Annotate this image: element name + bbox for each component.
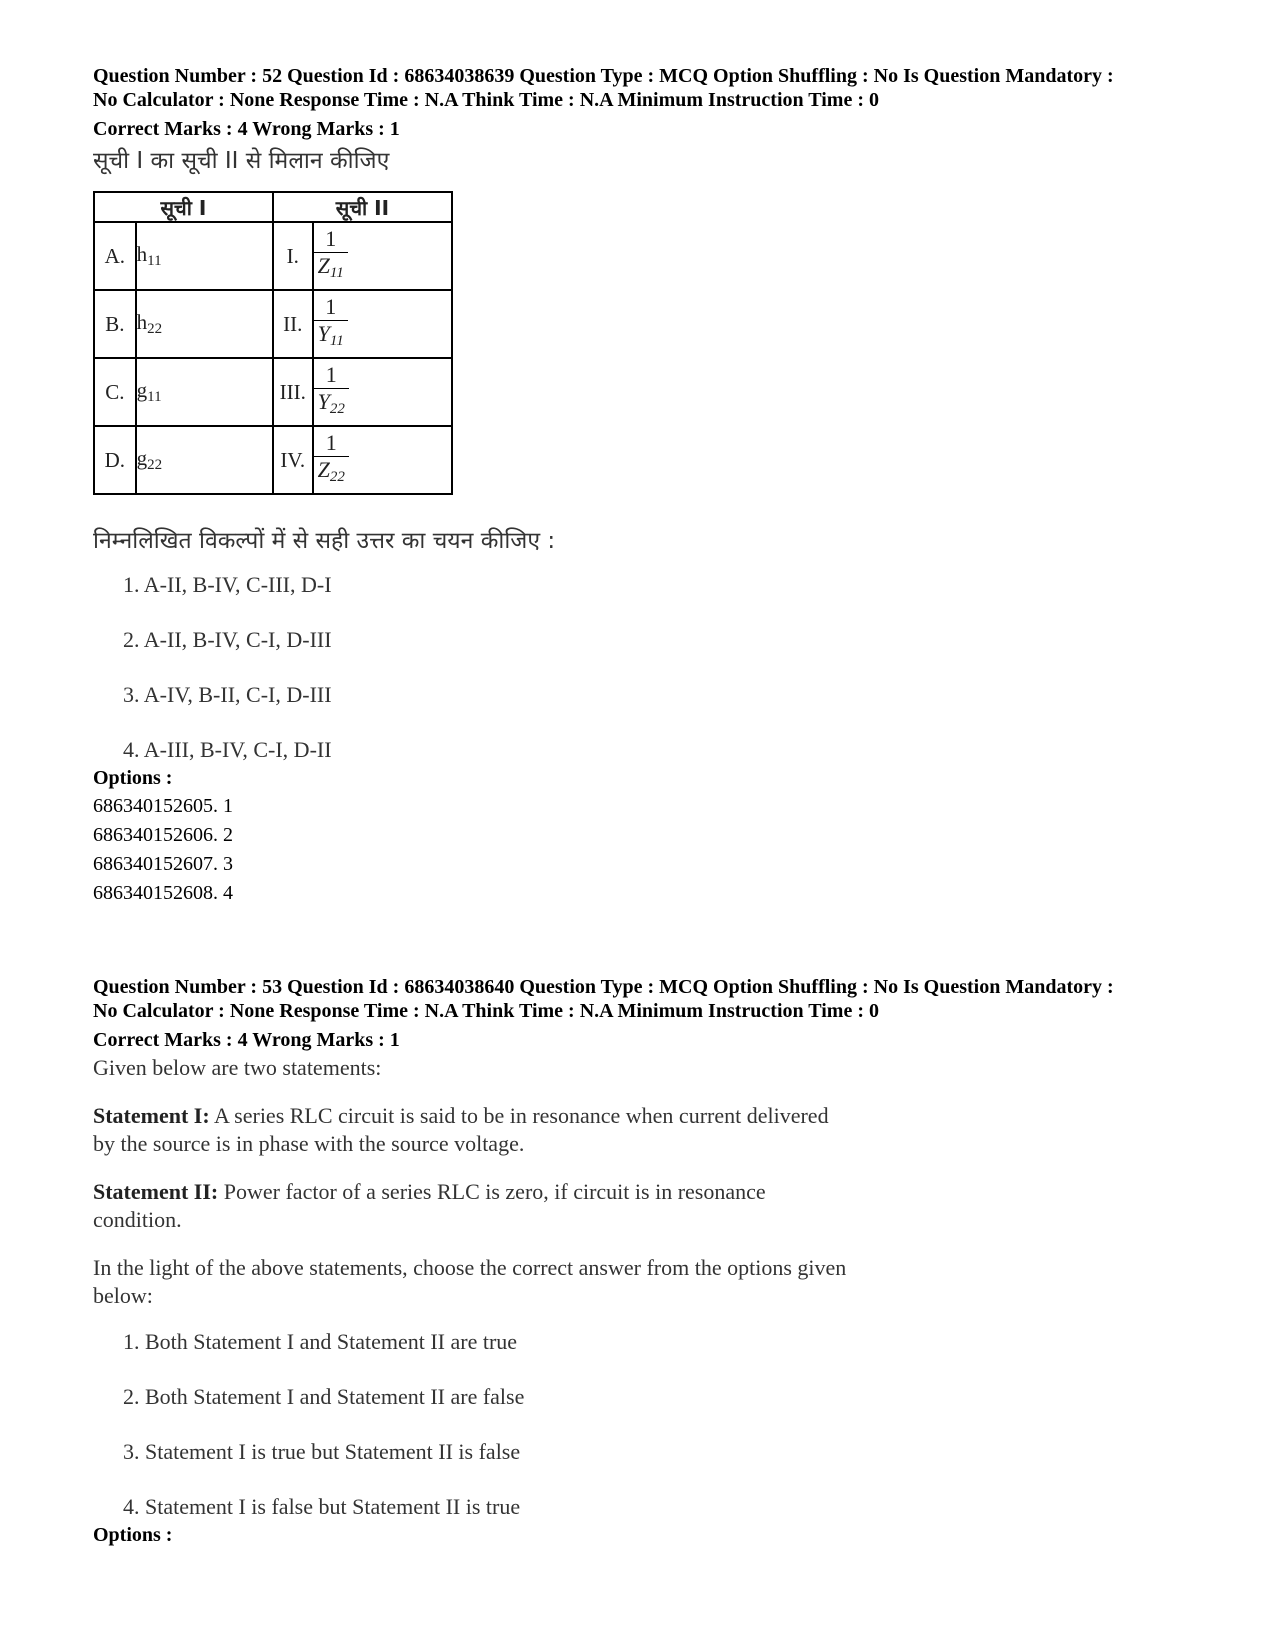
row-label: II. <box>273 290 313 358</box>
list2-fraction: $\frac{1}{Y_{22}}$ <box>313 358 452 426</box>
list1-item: $h_{22}$ <box>136 290 273 358</box>
list2-fraction: $\frac{1}{Z_{11}}$ <box>313 222 452 290</box>
option-id-row: 686340152605. 1 <box>93 795 233 817</box>
choice-item[interactable]: 4. Statement I is false but Statement II is true <box>123 1494 521 1519</box>
list2-fraction: $\frac{1}{Z_{22}}$ <box>313 426 452 494</box>
statement-2 <box>93 1178 853 1234</box>
table-header-list2: सूची II <box>273 192 452 222</box>
list1-item: $g_{11}$ <box>136 358 273 426</box>
question-prompt: सूची I का सूची II से मिलान कीजिए <box>93 148 390 174</box>
row-label: D. <box>94 426 136 494</box>
choice-item[interactable]: 3. A-IV, B-II, C-I, D-III <box>123 682 332 707</box>
statement-1-text: A series RLC circuit is said to be in resonance when current delivered by the source is in phase with the source voltage. <box>93 1103 829 1156</box>
table-row <box>94 290 452 358</box>
row-label: III. <box>273 358 313 426</box>
list1-item: $h_{11}$ <box>136 222 273 290</box>
question-meta-line1: Question Number : 52 Question Id : 68634038639 Question Type : MCQ Option Shuffling : No Is Question Mandatory : <box>93 65 1114 87</box>
row-label: A. <box>94 222 136 290</box>
choice-list <box>123 571 1213 764</box>
choice-item[interactable]: 4. A-III, B-IV, C-I, D-II <box>123 737 332 762</box>
list2-fraction: $\frac{1}{Y_{11}}$ <box>313 290 452 358</box>
table-row <box>94 222 452 290</box>
question-meta-line1: Question Number : 53 Question Id : 68634038640 Question Type : MCQ Option Shuffling : No Is Question Mandatory : <box>93 976 1114 998</box>
list1-item: $g_{22}$ <box>136 426 273 494</box>
statement-1-label: Statement I: <box>93 1103 210 1128</box>
option-id-row: 686340152607. 3 <box>93 853 233 875</box>
choice-list <box>123 1328 1213 1521</box>
question-intro: Given below are two statements: <box>93 1055 382 1080</box>
question-52 <box>93 64 1213 908</box>
match-table <box>93 191 453 495</box>
answer-instruction: In the light of the above statements, choose the correct answer from the options given below: <box>93 1255 847 1308</box>
table-header-list1: सूची I <box>94 192 273 222</box>
choice-item[interactable]: 1. Both Statement I and Statement II are true <box>123 1329 518 1354</box>
statement-1 <box>93 1102 853 1158</box>
question-meta-line2: No Calculator : None Response Time : N.A Think Time : N.A Minimum Instruction Time : 0 <box>93 89 879 111</box>
choice-item[interactable]: 3. Statement I is true but Statement II is false <box>123 1439 521 1464</box>
options-label: Options : <box>93 1524 173 1546</box>
question-meta-line2: No Calculator : None Response Time : N.A Think Time : N.A Minimum Instruction Time : 0 <box>93 1000 879 1022</box>
options-label: Options : <box>93 767 173 789</box>
row-label: C. <box>94 358 136 426</box>
choice-item[interactable]: 1. A-II, B-IV, C-III, D-I <box>123 572 332 597</box>
table-row <box>94 358 452 426</box>
question-53 <box>93 975 1213 1549</box>
answer-instruction: निम्नलिखित विकल्पों में से सही उत्तर का चयन कीजिए : <box>93 528 556 554</box>
marks-info: Correct Marks : 4 Wrong Marks : 1 <box>93 1029 400 1051</box>
option-id-row: 686340152606. 2 <box>93 824 233 846</box>
row-label: B. <box>94 290 136 358</box>
option-id-row: 686340152608. 4 <box>93 882 233 904</box>
table-row <box>94 426 452 494</box>
statement-2-label: Statement II: <box>93 1179 219 1204</box>
row-label: IV. <box>273 426 313 494</box>
statement-2-text: Power factor of a series RLC is zero, if circuit is in resonance condition. <box>93 1179 766 1232</box>
row-label: I. <box>273 222 313 290</box>
choice-item[interactable]: 2. Both Statement I and Statement II are false <box>123 1384 525 1409</box>
marks-info: Correct Marks : 4 Wrong Marks : 1 <box>93 118 400 140</box>
choice-item[interactable]: 2. A-II, B-IV, C-I, D-III <box>123 627 332 652</box>
